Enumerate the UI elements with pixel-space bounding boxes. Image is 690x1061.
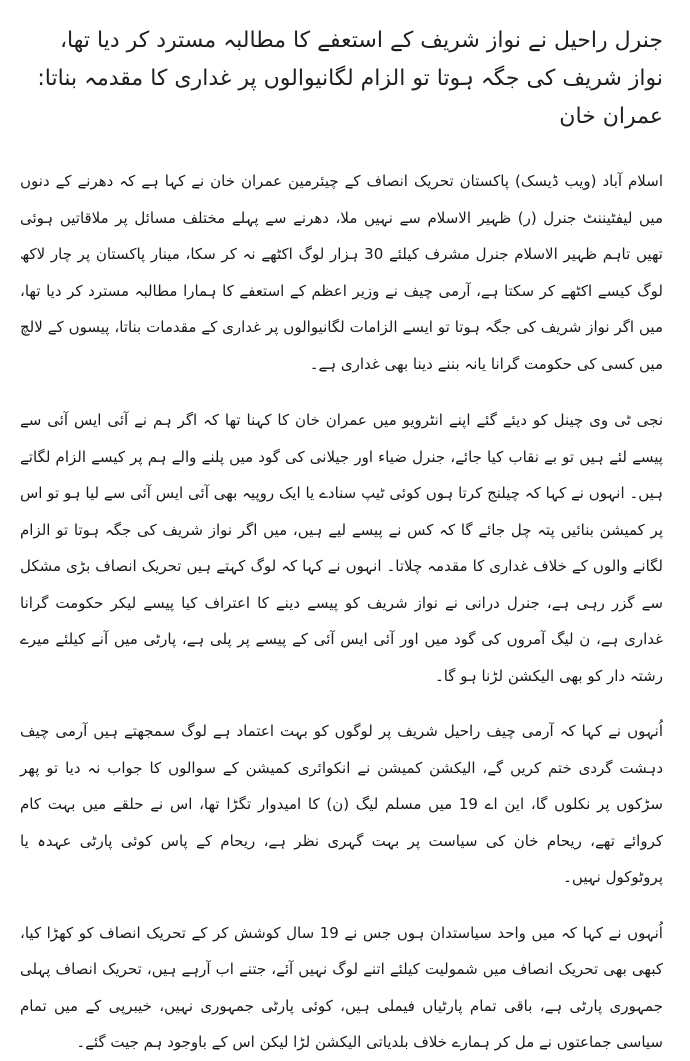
article-paragraph-2: نجی ٹی وی چینل کو دیئے گئے اپنے انٹرویو میں عمران خان کا کہنا تھا کہ اگر ہم نے آئی ایس آئی سے پیسے لئے ہیں تو بے نقاب کیا جائے، جنرل ضیاء اور جیلانی کی گود میں پلنے والے ہم پر کیسے الزام لگاتے ہیں۔ انہوں نے کہا کہ چیلنج کرتا ہوں کوئی ٹیپ سنادے یا ایک روپیہ بھی آئی ایس آئی سے لیا ہو تو اس پر کمیشن بنائیں پتہ چل جائے گا کہ کس نے پیسے لیے ہیں، میں اگر نواز شریف کی جگہ ہوتا تو الزام لگانے والوں کے خلاف غداری کا مقدمہ چلاتا۔ انہوں نے کہا کہ لوگ کہتے ہیں تحریک انصاف بڑی مشکل سے گزر رہی ہے، جنرل درانی نے نواز شریف کو پیسے دینے کا اعتراف کیا پیسے لیکر حکومت گرانا غداری ہے، ن لیگ آمروں کی گود میں اور آئی ایس آئی کے پیسے پر پلی ہے، پارٹی میں آنے کیلئے میرے رشتہ دار کو بھی الیکشن لڑنا ہو گا۔ [20,411,663,685]
article-paragraph-4: اُنہوں نے کہا کہ میں واحد سیاستدان ہوں جس نے 19 سال کوشش کر کے تحریک انصاف کو کھڑا کیا، کبھی بھی تحریک انصاف میں شمولیت کیلئے اتنے لوگ نہیں آئے، جتنے اب آرہے ہیں، تحریک انصاف پہلی جمہوری پارٹی ہے، باقی تمام پارٹیاں فیملی ہیں، کوئی پارٹی جمہوری نہیں، خیبرپی کے میں تمام سیاسی جماعتوں نے مل کر ہمارے خلاف بلدیاتی الیکشن لڑا لیکن اس کے باوجود ہم جیت گئے۔ [20,923,663,1051]
article-paragraph-1: اسلام آباد (ویب ڈیسک) پاکستان تحریک انصاف کے چیئرمین عمران خان نے کہا ہے کہ دھرنے کے دنوں میں لیفٹیننٹ جنرل (ر) ظہیر الاسلام سے نہیں ملا، دھرنے سے پہلے مختلف مسائل پر ملاقاتیں ہوئی تھیں تاہم ظہیر الاسلام جنرل مشرف کیلئے 30 ہزار لوگ اکٹھے نہ کر سکا، مینار پاکستان پر چار لاکھ لوگ کیسے اکٹھے کر سکتا ہے، آرمی چیف نے وزیر اعظم کے استعفے کا ہمارا مطالبہ مسترد کر دیا تھا، میں اگر نواز شریف کی جگہ ہوتا تو ایسے الزامات لگانیوالوں پر غداری کے مقدمات بناتا، پیسوں کے لالچ میں کسی کی حکومت گرانا یانہ بننے دینا بھی غداری ہے۔ [20,172,663,373]
article-paragraph-3: اُنہوں نے کہا کہ آرمی چیف راحیل شریف پر لوگوں کو بہت اعتماد ہے لوگ سمجھتے ہیں آرمی چیف دہشت گردی ختم کریں گے، الیکشن کمیشن نے انکوائری کمیشن کے سوالوں کا جواب نہ دیا تو پھر سڑکوں پر نکلوں گا، این اے 19 میں مسلم لیگ (ن) کا امیدوار تگڑا تھا، اس نے حلقے میں بہت کام کروائے تھے، ریحام خان کی سیاست پر بہت گہری نظر ہے، ریحام کے پاس کوئی پارٹی عہدہ یا پروٹوکول نہیں۔ [20,722,663,886]
article-headline: جنرل راحیل نے نواز شریف کے استعفے کا مطالبہ مسترد کر دیا تھا، نواز شریف کی جگہ ہوتا تو الزام لگانیوالوں پر غداری کا مقدمہ بناتا: عمران خان [37,28,663,129]
